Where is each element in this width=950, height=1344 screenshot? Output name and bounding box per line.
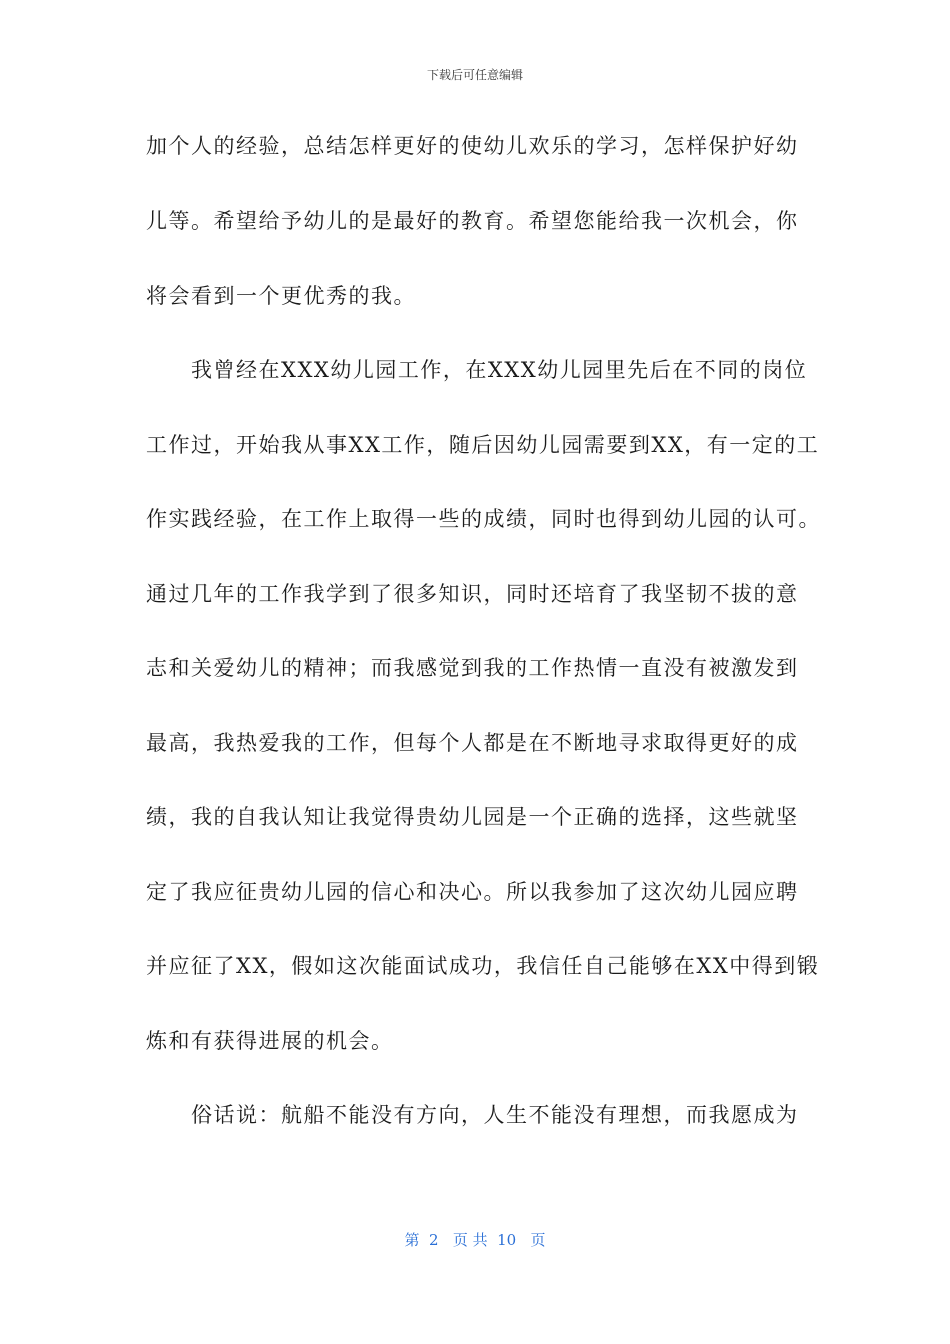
page-header-note: 下载后可任意编辑	[426, 68, 523, 82]
text-line: 俗话说：航船不能没有方向，人生不能没有理想，而我愿成为	[146, 1103, 799, 1127]
text-line: 通过几年的工作我学到了很多知识，同时还培育了我坚韧不拔的意	[146, 582, 799, 606]
page-number-footer: 第 2 页 共 10 页	[404, 1231, 546, 1249]
text-line: 作实践经验，在工作上取得一些的成绩，同时也得到幼儿园的认可。	[146, 507, 821, 531]
text-line: 炼和有获得进展的机会。	[146, 1029, 394, 1053]
text-line: 志和关爱幼儿的精神；而我感觉到我的工作热情一直没有被激发到	[146, 656, 799, 680]
text-line: 定了我应征贵幼儿园的信心和决心。所以我参加了这次幼儿园应聘	[146, 880, 799, 904]
text-line: 工作过，开始我从事XX工作，随后因幼儿园需要到XX，有一定的工	[146, 433, 820, 457]
text-line: 绩，我的自我认知让我觉得贵幼儿园是一个正确的选择，这些就坚	[146, 805, 799, 829]
text-line: 加个人的经验，总结怎样更好的使幼儿欢乐的学习，怎样保护好幼	[146, 134, 799, 158]
text-line: 我曾经在XXX幼儿园工作，在XXX幼儿园里先后在不同的岗位	[146, 358, 808, 382]
text-line: 将会看到一个更优秀的我。	[146, 284, 416, 308]
text-line: 儿等。希望给予幼儿的是最好的教育。希望您能给我一次机会，你	[146, 209, 799, 233]
text-line: 并应征了XX，假如这次能面试成功，我信任自己能够在XX中得到锻	[146, 954, 820, 978]
text-line: 最高，我热爱我的工作，但每个人都是在不断地寻求取得更好的成	[146, 731, 799, 755]
